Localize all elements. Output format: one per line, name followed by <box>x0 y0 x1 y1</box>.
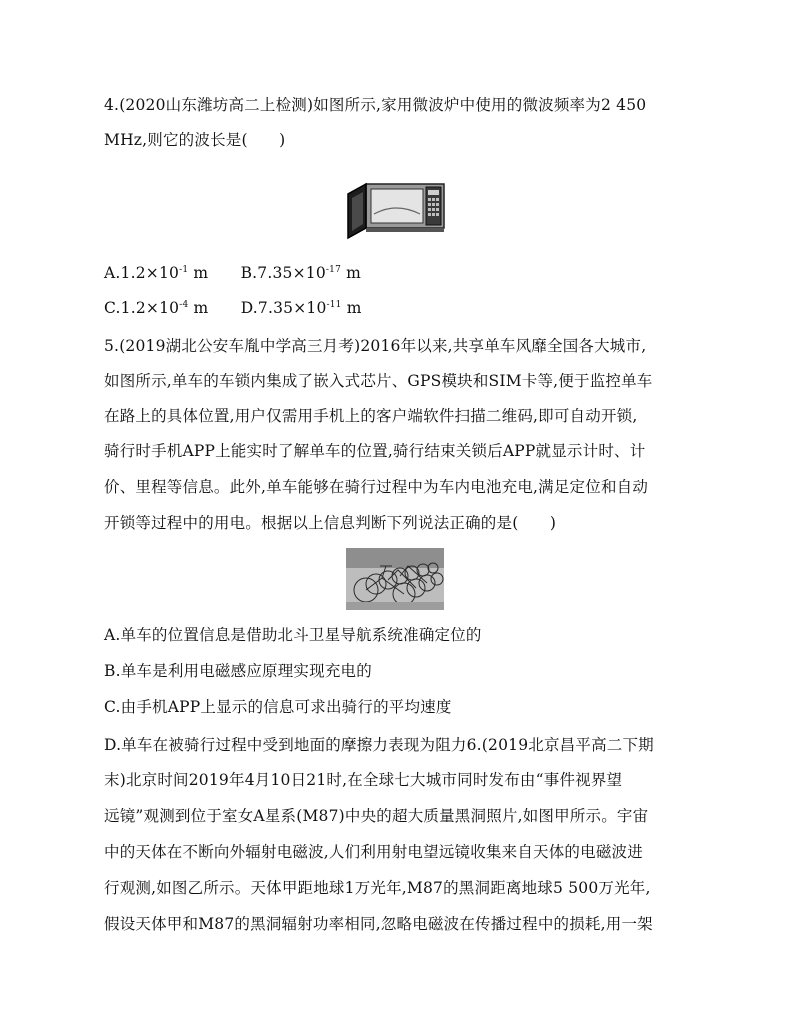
q4-option-d-exponent: -11 <box>326 300 342 310</box>
q4-option-c-unit: m <box>188 299 209 317</box>
q4-option-b-unit: m <box>341 264 362 282</box>
q5-stem-line-3: 在路上的具体位置,用户仅需用手机上的客户端软件扫描二维码,即可自动开锁, <box>104 407 638 425</box>
shared-bicycles-figure <box>346 548 444 610</box>
q4-options-row-1 <box>104 259 361 284</box>
q6-stem-line-5: 假设天体甲和M87的黑洞辐射功率相同,忽略电磁波在传播过程中的损耗,用一架 <box>104 915 653 933</box>
q5-option-a: A.单车的位置信息是借助北斗卫星导航系统准确定位的 <box>104 626 482 644</box>
q6-stem-line-1: 末)北京时间2019年4月10日21时,在全球七大城市同时发布由“事件视界望 <box>104 771 623 789</box>
q4-option-a-base: A.1.2×10 <box>104 264 180 282</box>
microwave-cavity <box>371 189 423 223</box>
q4-option-b-base: B.7.35×10 <box>240 264 326 282</box>
q4-option-a-unit: m <box>188 264 209 282</box>
q5-option-b: B.单车是利用电磁感应原理实现充电的 <box>104 662 372 680</box>
q4-option-c <box>104 299 208 317</box>
q5-option-c: C.由手机APP上显示的信息可求出骑行的平均速度 <box>104 698 452 716</box>
q4-stem-line-2: MHz,则它的波长是( ) <box>104 131 286 149</box>
q4-option-c-exponent: -4 <box>179 300 189 310</box>
q6-stem-line-4: 行观测,如图乙所示。天体甲距地球1万光年,M87的黑洞距离地球5 500万光年, <box>104 879 651 897</box>
q4-option-d <box>241 299 362 317</box>
photo-ground <box>346 602 444 610</box>
microwave-base <box>366 228 444 232</box>
q5-stem-line-4: 骑行时手机APP上能实时了解单车的位置,骑行结束关锁后APP就显示计时、计 <box>104 442 646 460</box>
q4-option-c-base: C.1.2×10 <box>104 299 180 317</box>
q4-option-d-base: D.7.35×10 <box>240 299 327 317</box>
q6-stem-line-3: 中的天体在不断向外辐射电磁波,人们利用射电望远镜收集来自天体的电磁波进 <box>104 843 643 861</box>
q5-stem-line-5: 价、里程等信息。此外,单车能够在骑行过程中为车内电池充电,满足定位和自动 <box>104 478 649 496</box>
q4-stem-line-1: 4.(2020山东潍坊高二上检测)如图所示,家用微波炉中使用的微波频率为2 450 <box>104 96 647 114</box>
q4-option-a-exponent: -1 <box>179 265 189 275</box>
q5-stem-line-6: 开锁等过程中的用电。根据以上信息判断下列说法正确的是( ) <box>104 514 557 532</box>
q4-option-b-exponent: -17 <box>325 265 342 275</box>
q4-option-b <box>241 264 361 282</box>
q4-option-d-unit: m <box>341 299 362 317</box>
q5-stem-line-2: 如图所示,单车的车锁内集成了嵌入式芯片、GPS模块和SIM卡等,便于监控单车 <box>104 372 653 390</box>
q4-options-row-2 <box>104 294 362 319</box>
microwave-display <box>428 190 439 195</box>
microwave-oven-figure <box>344 174 448 240</box>
q5-option-d: D.单车在被骑行过程中受到地面的摩擦力表现为阻力6.(2019北京昌平高二下期 <box>104 736 654 754</box>
q6-stem-line-2: 远镜”观测到位于室女A星系(M87)中央的超大质量黑洞照片,如图甲所示。宇宙 <box>104 807 649 825</box>
q5-stem-line-1: 5.(2019湖北公安车胤中学高三月考)2016年以来,共享单车风靡全国各大城市, <box>104 337 647 355</box>
q4-option-a <box>104 264 208 282</box>
